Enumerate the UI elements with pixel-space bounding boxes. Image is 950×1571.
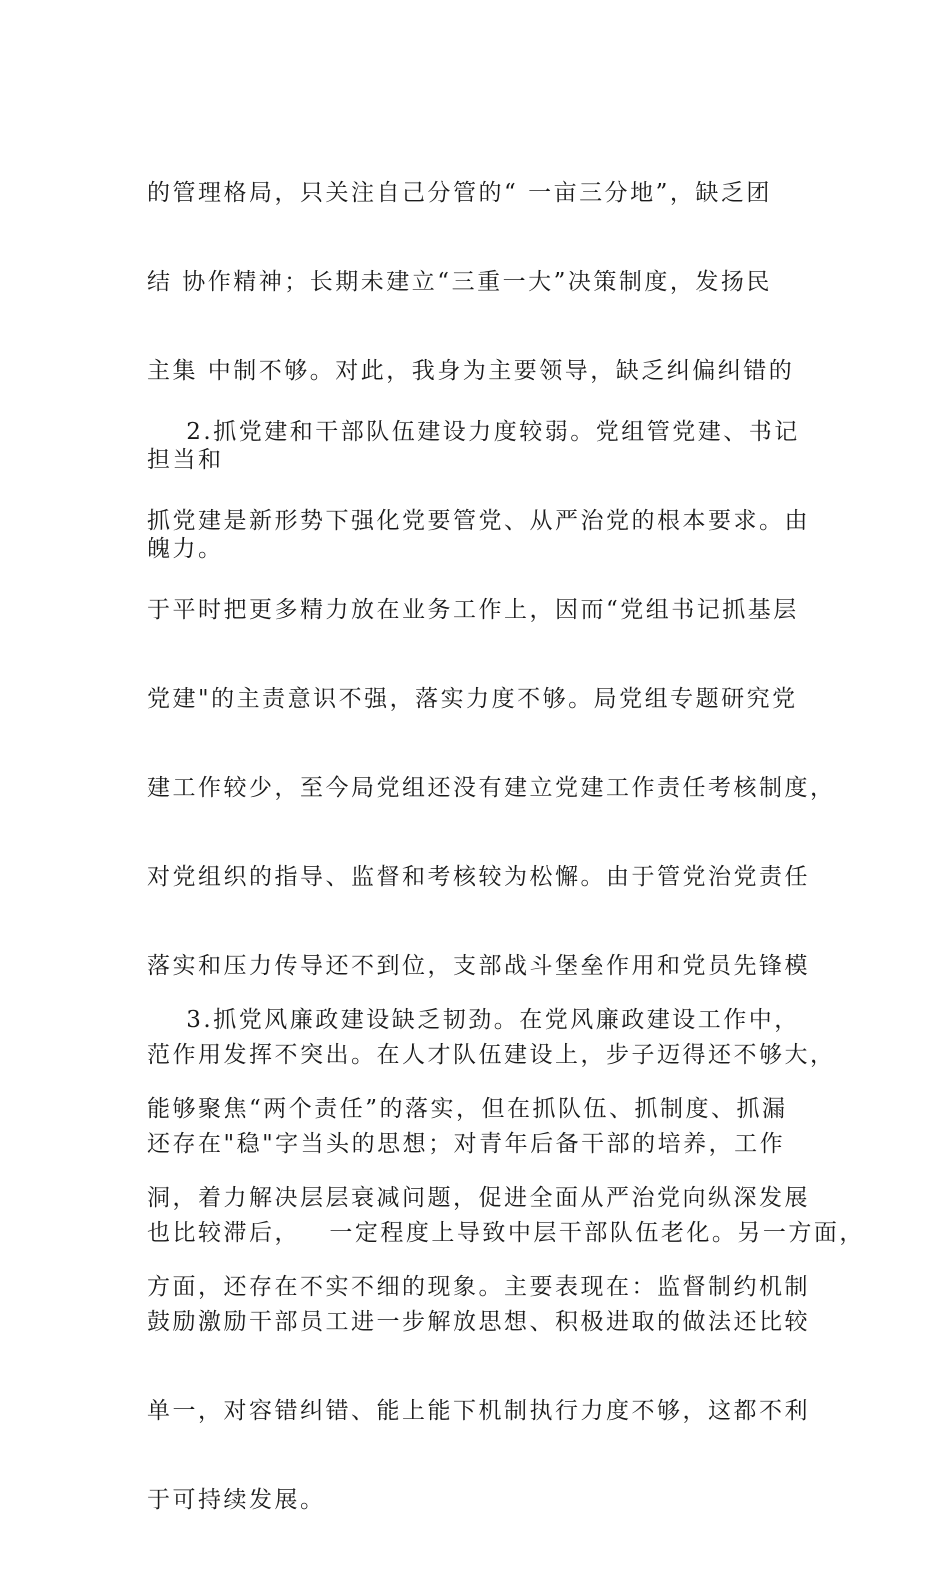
- text-line: 担当和: [147, 447, 224, 473]
- text-line: 建工作较少，至今局党组还没有建立党建工作责任考核制度，: [147, 775, 836, 801]
- text-line: 也比较滞后， 一定程度上导致中层干部队伍老化。另一方面，: [147, 1220, 865, 1246]
- text-line: 范作用发挥不突出。在人才队伍建设上，步子迈得还不够大，: [147, 1042, 836, 1068]
- text-line: 主集 中制不够。对此，我身为主要领导，缺乏纠偏纠错的: [147, 358, 795, 384]
- paragraph-clean-governance: [147, 950, 865, 1358]
- text-line: 2.抓党建和干部队伍建设力度较弱。党组管党建、书记: [147, 419, 800, 445]
- text-line: 鼓励激励干部员工进一步解放思想、积极进取的做法还比较: [147, 1309, 810, 1335]
- text-line: 方面，还存在不实不细的现象。主要表现在：监督制约机制: [147, 1274, 810, 1300]
- text-line: 的管理格局，只关注自己分管的“ 一亩三分地”，缺乏团: [147, 180, 772, 206]
- text-line: 结 协作精神；长期未建立“三重一大”决策制度，发扬民: [147, 269, 772, 295]
- text-line: 魄力。: [147, 536, 224, 562]
- text-line: 3.抓党风廉政建设缺乏韧劲。在党风廉政建设工作中，: [147, 1007, 800, 1033]
- text-line: 抓党建是新形势下强化党要管党、从严治党的根本要求。由: [147, 508, 810, 534]
- text-line: 于平时把更多精力放在业务工作上，因而“党组书记抓基层: [147, 597, 799, 623]
- text-line: 单一，对容错纠错、能上能下机制执行力度不够，这都不利: [147, 1398, 810, 1424]
- text-line: 党建"的主责意识不强，落实力度不够。局党组专题研究党: [147, 686, 798, 712]
- text-line: 能够聚焦“两个责任”的落实，但在抓队伍、抓制度、抓漏: [147, 1096, 788, 1122]
- text-line: 落实和压力传导还不到位，支部战斗堡垒作用和党员先锋模: [147, 953, 810, 979]
- text-line: 还存在"稳"字当头的思想；对青年后备干部的培养，工作: [147, 1131, 786, 1157]
- text-line: 于可持续发展。: [147, 1487, 326, 1513]
- text-line: 洞，着力解决层层衰减问题，促进全面从严治党向纵深发展: [147, 1185, 810, 1211]
- text-line: 对党组织的指导、监督和考核较为松懈。由于管党治党责任: [147, 864, 810, 890]
